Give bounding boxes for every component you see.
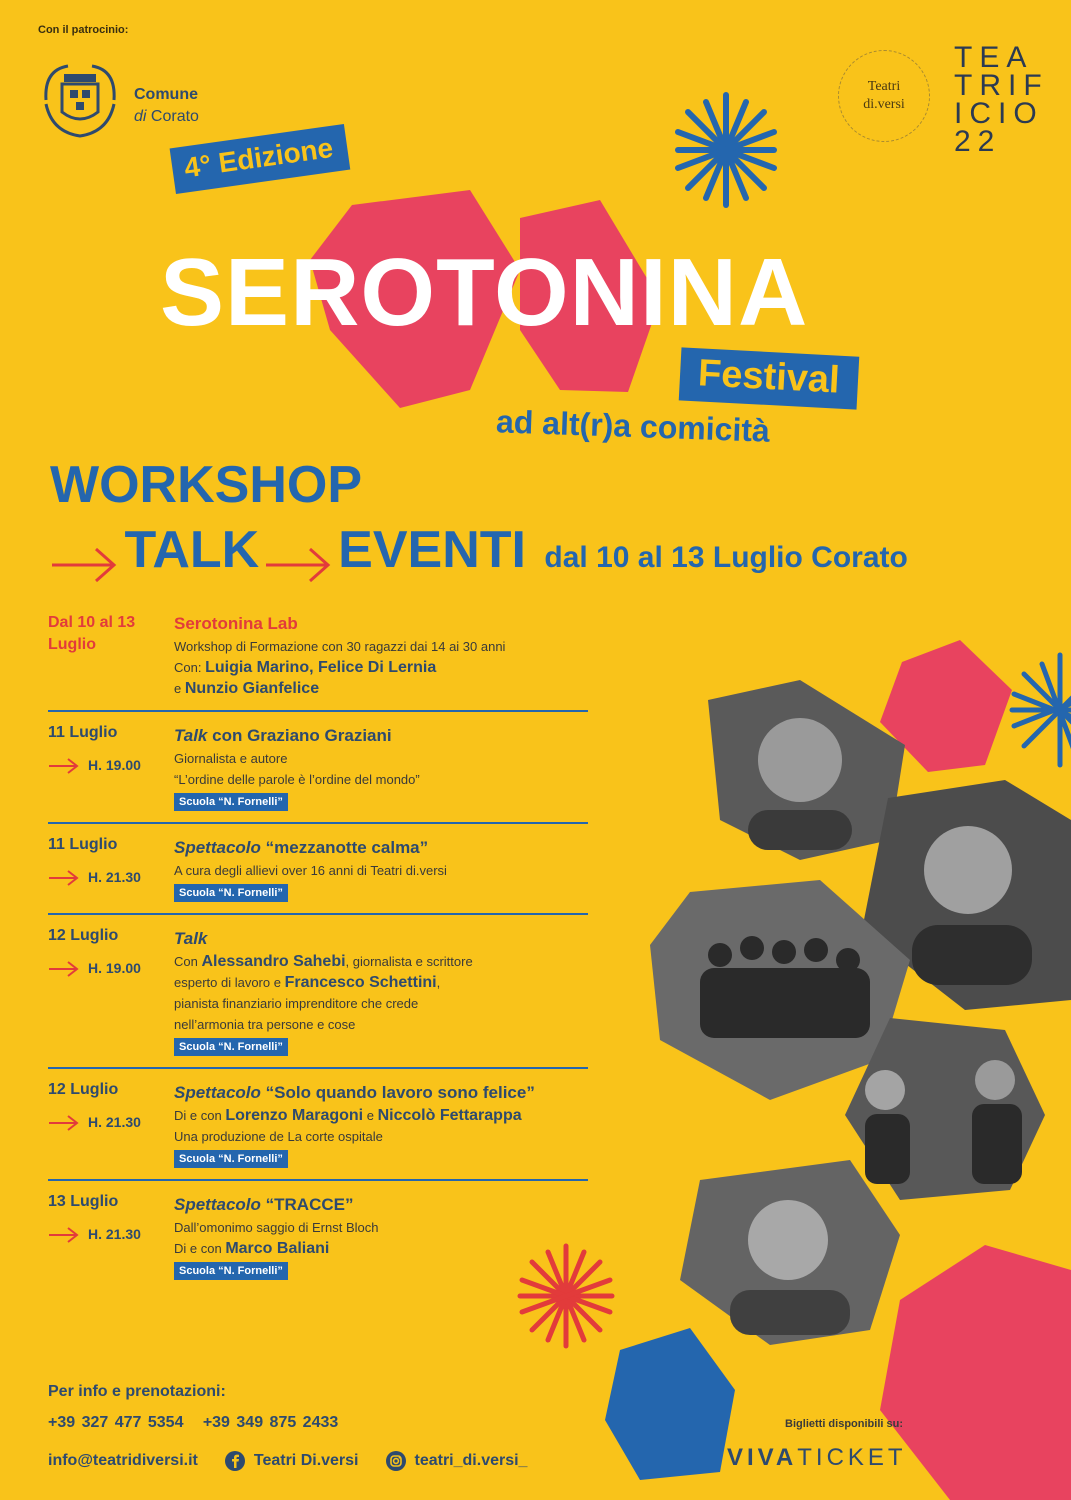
arrow-right-icon — [264, 543, 334, 583]
arrow-right-icon — [50, 543, 120, 583]
time-label: H. 21.30 — [88, 1114, 141, 1130]
line-prefix: esperto di lavoro e — [174, 975, 281, 990]
pink-hexagon-bottom — [880, 1245, 1071, 1500]
edition-badge: 4° Edizione — [170, 124, 350, 194]
program-body — [174, 612, 588, 699]
program-item-lab — [48, 612, 588, 699]
program-title — [174, 1193, 588, 1217]
phone-numbers — [48, 1414, 338, 1432]
program-item — [48, 836, 588, 902]
comune-line2 — [134, 106, 199, 128]
comune-prefix: di — [134, 108, 147, 125]
blue-hexagon-bottom — [605, 1328, 735, 1480]
tickets-label: Biglietti disponibili su: — [785, 1418, 903, 1430]
program-date: 13 Luglio — [48, 1193, 119, 1210]
time-label: H. 21.30 — [88, 1226, 141, 1242]
program-line: “L’ordine delle parole è l’ordine del mondo” — [174, 772, 420, 787]
headline-row — [50, 520, 1050, 590]
vivaticket-logo[interactable] — [727, 1444, 907, 1472]
headline-eventi: EVENTI — [338, 521, 526, 579]
teatri-diversi-logo — [838, 50, 930, 142]
venue-badge: Scuola “N. Fornelli” — [174, 884, 288, 902]
headline-dates: dal 10 al 13 Luglio Corato — [544, 541, 908, 574]
program-line: nell’armonia tra persone e cose — [174, 1017, 356, 1032]
divider — [48, 710, 588, 712]
program-date: 11 Luglio — [48, 836, 118, 853]
star-burst-icon-right — [1012, 655, 1071, 765]
brand-a: VIVA — [727, 1444, 798, 1471]
with-names2: Nunzio Gianfelice — [184, 680, 320, 697]
program-title — [174, 724, 588, 748]
line-mid: e — [366, 1108, 374, 1123]
program-item — [48, 1081, 588, 1168]
program-date: 11 Luglio — [48, 724, 118, 741]
line-prefix: Con — [174, 954, 198, 969]
star-burst-icon — [678, 95, 774, 205]
program-date: 12 Luglio — [48, 1081, 119, 1098]
facebook-icon — [224, 1450, 246, 1472]
program-title-text: “Solo quando lavoro sono felice” — [265, 1083, 535, 1102]
program-kind: Talk — [174, 726, 208, 745]
facebook-link[interactable] — [224, 1450, 359, 1472]
program-line: Dall’omonimo saggio di Ernst Bloch — [174, 1220, 379, 1235]
time-label: H. 21.30 — [88, 869, 141, 885]
headline-workshop: WORKSHOP — [50, 456, 362, 514]
program-title — [174, 1081, 588, 1105]
arrow-right-icon — [48, 1225, 80, 1243]
venue-badge: Scuola “N. Fornelli” — [174, 1038, 288, 1056]
program-title-text: “mezzanotte calma” — [265, 838, 429, 857]
program-with — [174, 657, 588, 678]
contact-row — [48, 1450, 527, 1472]
teatrificio-logo: TEATRIFICIO22 — [954, 41, 1049, 158]
program-date: Dal 10 al 13 Luglio — [48, 614, 136, 653]
program-line — [174, 951, 588, 972]
email-link[interactable]: info@teatridiversi.it — [48, 1452, 198, 1469]
program-time — [48, 959, 168, 977]
phone-link-2[interactable]: +39 349 875 2433 — [202, 1414, 339, 1431]
line-name2: Niccolò Fettarappa — [377, 1107, 522, 1124]
time-label: H. 19.00 — [88, 960, 141, 976]
program-body — [174, 724, 588, 811]
with-prefix2: e — [174, 681, 182, 696]
program-date: 12 Luglio — [48, 927, 119, 944]
festival-tagline: ad alt(r)a comicità — [495, 403, 771, 449]
divider — [48, 1179, 588, 1181]
program-item — [48, 724, 588, 811]
program-kind: Spettacolo — [174, 1083, 261, 1102]
venue-badge: Scuola “N. Fornelli” — [174, 1150, 288, 1168]
line-prefix: Di e con — [174, 1108, 222, 1123]
program-body — [174, 1081, 588, 1168]
arrow-right-icon — [48, 868, 80, 886]
program-list — [48, 612, 588, 1280]
comune-city: Corato — [150, 108, 199, 125]
arrow-right-icon — [48, 959, 80, 977]
brand-b: TICKET — [797, 1444, 907, 1471]
program-title — [174, 836, 588, 860]
program-kind: Spettacolo — [174, 1195, 261, 1214]
phone-link-1[interactable]: +39 327 477 5354 — [48, 1414, 184, 1431]
festival-title: SEROTONINA — [160, 239, 809, 346]
line-suffix: , giornalista e scrittore — [345, 954, 473, 969]
line-name: Alessandro Sahebi — [201, 953, 346, 970]
program-body — [174, 1193, 588, 1280]
divider — [48, 1067, 588, 1069]
comune-label — [134, 84, 199, 128]
program-title: Serotonina Lab — [174, 614, 298, 633]
line-name: Marco Baliani — [225, 1240, 330, 1257]
program-line — [174, 1105, 588, 1126]
program-time — [48, 1113, 168, 1131]
program-line: Giornalista e autore — [174, 751, 288, 766]
divider — [48, 822, 588, 824]
line-name: Francesco Schettini — [284, 974, 437, 991]
arrow-right-icon — [48, 756, 80, 774]
info-title: Per info e prenotazioni: — [48, 1383, 226, 1400]
program-body — [174, 927, 588, 1056]
program-kind: Talk — [174, 929, 208, 948]
with-names: Luigia Marino, Felice Di Lernia — [205, 659, 437, 676]
divider — [48, 913, 588, 915]
seal-line2: di.versi — [863, 97, 905, 112]
comune-line1: Comune — [134, 86, 198, 103]
crest-icon — [38, 60, 122, 140]
festival-badge: Festival — [679, 347, 859, 409]
instagram-icon — [385, 1450, 407, 1472]
program-kind: Spettacolo — [174, 838, 261, 857]
program-time — [48, 756, 168, 774]
venue-badge: Scuola “N. Fornelli” — [174, 793, 288, 811]
venue-badge: Scuola “N. Fornelli” — [174, 1262, 288, 1280]
program-line: Workshop di Formazione con 30 ragazzi dai 14 ai 30 anni — [174, 639, 506, 654]
program-time — [48, 1225, 168, 1243]
program-title-text: con Graziano Graziani — [212, 726, 392, 745]
line-suffix: , — [436, 975, 441, 990]
line-prefix: Di e con — [174, 1241, 222, 1256]
instagram-link[interactable] — [385, 1450, 528, 1472]
program-title-text: “TRACCE” — [265, 1195, 354, 1214]
with-prefix: Con: — [174, 660, 202, 675]
instagram-label: teatri_di.versi_ — [414, 1452, 528, 1469]
program-title — [174, 927, 588, 951]
facebook-label: Teatri Di.versi — [253, 1452, 359, 1469]
patronage-label: Con il patrocinio: — [38, 24, 129, 36]
program-item — [48, 1193, 588, 1280]
program-body — [174, 836, 588, 902]
program-line: Una produzione de La corte ospitale — [174, 1129, 383, 1144]
headline-talk: TALK — [124, 521, 260, 579]
arrow-right-icon — [48, 1113, 80, 1131]
program-line — [174, 972, 588, 993]
time-label: H. 19.00 — [88, 757, 141, 773]
program-item — [48, 927, 588, 1056]
seal-line1: Teatri — [867, 79, 901, 94]
program-line — [174, 1238, 588, 1259]
program-line: pianista finanziario imprenditore che crede — [174, 996, 419, 1011]
program-with2 — [174, 678, 588, 699]
program-line: A cura degli allievi over 16 anni di Teatri di.versi — [174, 863, 447, 878]
line-name: Lorenzo Maragoni — [225, 1107, 364, 1124]
program-time — [48, 868, 168, 886]
